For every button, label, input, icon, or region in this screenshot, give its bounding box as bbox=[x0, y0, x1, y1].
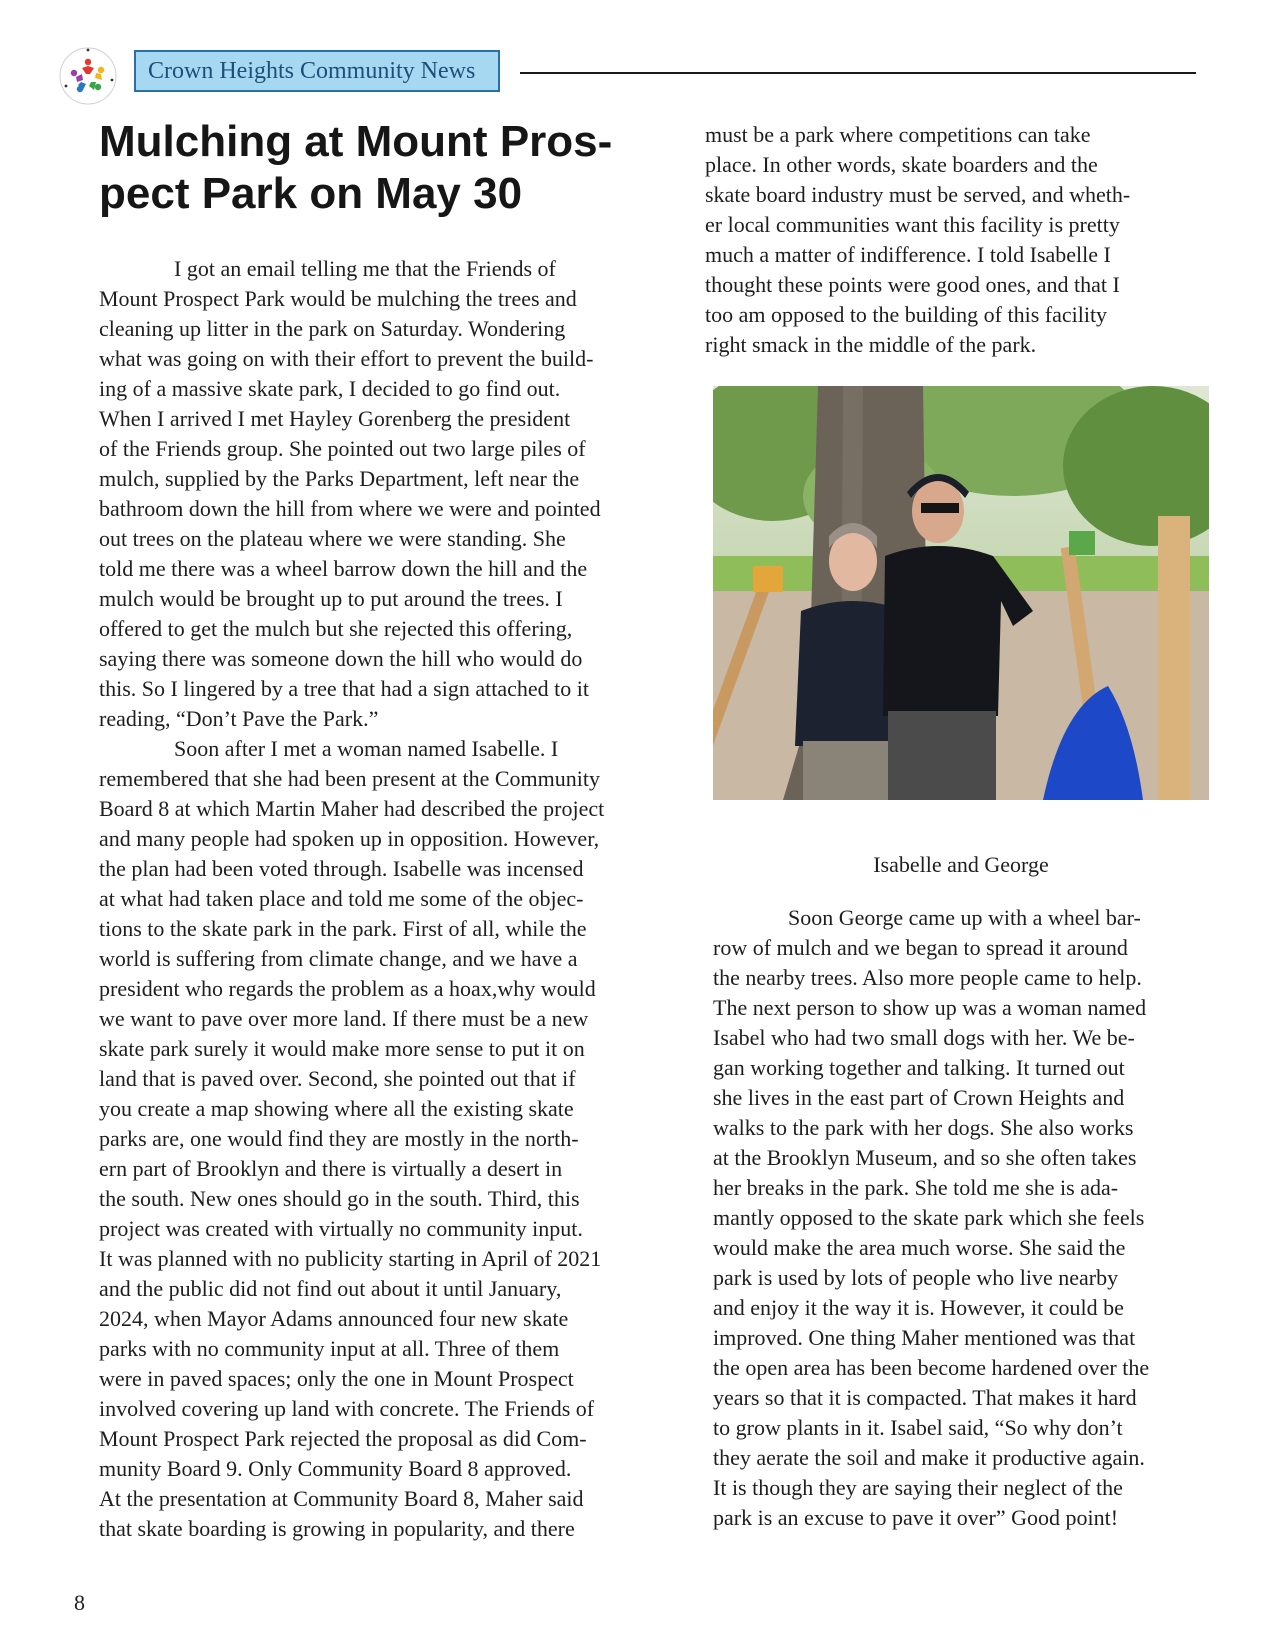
text-line: were in paved spaces; only the one in Mount Prospect bbox=[99, 1366, 574, 1391]
text-line: you create a map showing where all the existing skate bbox=[99, 1096, 574, 1121]
text-line: gan working together and talking. It turned out bbox=[713, 1055, 1125, 1080]
text-line: When I arrived I met Hayley Gorenberg the president bbox=[99, 406, 571, 431]
text-line: saying there was someone down the hill who would do bbox=[99, 646, 583, 671]
text-line: they aerate the soil and make it productive again. bbox=[713, 1445, 1145, 1470]
text-line: bathroom down the hill from where we were and pointed bbox=[99, 496, 601, 521]
text-line: the south. New ones should go in the south. Third, this bbox=[99, 1186, 580, 1211]
text-line: of the Friends group. She pointed out two large piles of bbox=[99, 436, 586, 461]
text-line: munity Board 9. Only Community Board 8 approved. bbox=[99, 1456, 572, 1481]
text-line: Soon George came up with a wheel bar- bbox=[788, 905, 1141, 930]
text-line: the plan had been voted through. Isabelle was incensed bbox=[99, 856, 584, 881]
text-line: this. So I lingered by a tree that had a sign attached to it bbox=[99, 676, 589, 701]
text-line: walks to the park with her dogs. She also works bbox=[713, 1115, 1134, 1140]
text-line: thought these points were good ones, and that I bbox=[705, 272, 1120, 297]
text-line: president who regards the problem as a hoax,why would bbox=[99, 976, 596, 1001]
article-paragraph bbox=[99, 254, 679, 734]
headline-line: pect Park on May 30 bbox=[99, 169, 523, 218]
article-headline bbox=[99, 116, 659, 220]
article-right-column-top bbox=[705, 120, 1205, 360]
text-line: Soon after I met a woman named Isabelle. I bbox=[174, 736, 559, 761]
text-line: It is though they are saying their neglect of the bbox=[713, 1475, 1123, 1500]
text-line: mantly opposed to the skate park which she feels bbox=[713, 1205, 1145, 1230]
text-line: parks with no community input at all. Three of them bbox=[99, 1336, 560, 1361]
text-line: er local communities want this facility is pretty bbox=[705, 212, 1120, 237]
text-line: Board 8 at which Martin Maher had described the project bbox=[99, 796, 605, 821]
text-line: out trees on the plateau where we were standing. She bbox=[99, 526, 566, 551]
text-line: her breaks in the park. She told me she is ada- bbox=[713, 1175, 1119, 1200]
article-paragraph bbox=[713, 903, 1213, 1533]
text-line: At the presentation at Community Board 8, Maher said bbox=[99, 1486, 584, 1511]
text-line: parks are, one would find they are mostly in the north- bbox=[99, 1126, 579, 1151]
text-line: reading, “Don’t Pave the Park.” bbox=[99, 706, 379, 731]
text-line: to grow plants in it. Isabel said, “So why don’t bbox=[713, 1415, 1123, 1440]
text-line: and the public did not find out about it until January, bbox=[99, 1276, 562, 1301]
article-paragraph bbox=[99, 734, 679, 1544]
text-line: 2024, when Mayor Adams announced four new skate bbox=[99, 1306, 569, 1331]
text-line: much a matter of indifference. I told Isabelle I bbox=[705, 242, 1111, 267]
headline-line: Mulching at Mount Pros- bbox=[99, 117, 613, 166]
article-right-column-bottom bbox=[713, 903, 1213, 1533]
text-line: would make the area much worse. She said the bbox=[713, 1235, 1126, 1260]
text-line: mulch would be brought up to put around the trees. I bbox=[99, 586, 563, 611]
text-line: ern part of Brooklyn and there is virtually a desert in bbox=[99, 1156, 563, 1181]
text-line: must be a park where competitions can take bbox=[705, 122, 1091, 147]
article-left-column bbox=[99, 254, 679, 1544]
text-line: told me there was a wheel barrow down the hill and the bbox=[99, 556, 588, 581]
text-line: The next person to show up was a woman named bbox=[713, 995, 1147, 1020]
page-number: 8 bbox=[74, 1590, 85, 1615]
text-line: mulch, supplied by the Parks Department, left near the bbox=[99, 466, 580, 491]
text-line: that skate boarding is growing in popularity, and there bbox=[99, 1516, 575, 1541]
text-line: the nearby trees. Also more people came to help. bbox=[713, 965, 1142, 990]
text-line: too am opposed to the building of this facility bbox=[705, 302, 1108, 327]
text-line: place. In other words, skate boarders and the bbox=[705, 152, 1098, 177]
text-line: project was created with virtually no community input. bbox=[99, 1216, 583, 1241]
text-line: involved covering up land with concrete. The Friends of bbox=[99, 1396, 595, 1421]
masthead-rule bbox=[520, 72, 1196, 74]
text-line: skate park surely it would make more sense to put it on bbox=[99, 1036, 585, 1061]
text-line: skate board industry must be served, and wheth- bbox=[705, 182, 1131, 207]
text-line: Mount Prospect Park would be mulching the trees and bbox=[99, 286, 577, 311]
text-line: land that is paved over. Second, she pointed out that if bbox=[99, 1066, 576, 1091]
text-line: offered to get the mulch but she rejected this offering, bbox=[99, 616, 573, 641]
text-line: the open area has been become hardened over the bbox=[713, 1355, 1150, 1380]
text-line: and many people had spoken up in opposition. However, bbox=[99, 826, 600, 851]
text-line: tions to the skate park in the park. First of all, while the bbox=[99, 916, 587, 941]
text-line: It was planned with no publicity starting in April of 2021 bbox=[99, 1246, 602, 1271]
text-line: at what had taken place and told me some of the objec- bbox=[99, 886, 584, 911]
text-line: right smack in the middle of the park. bbox=[705, 332, 1037, 357]
text-line: Isabel who had two small dogs with her. We be- bbox=[713, 1025, 1135, 1050]
text-line: and enjoy it the way it is. However, it could be bbox=[713, 1295, 1124, 1320]
text-line: improved. One thing Maher mentioned was that bbox=[713, 1325, 1136, 1350]
photo-caption: Isabelle and George bbox=[873, 852, 1049, 877]
text-line: cleaning up litter in the park on Saturday. Wondering bbox=[99, 316, 566, 341]
text-line: world is suffering from climate change, and we have a bbox=[99, 946, 578, 971]
text-line: we want to pave over more land. If there must be a new bbox=[99, 1006, 589, 1031]
text-line: remembered that she had been present at the Community bbox=[99, 766, 600, 791]
text-line: park is used by lots of people who live nearby bbox=[713, 1265, 1119, 1290]
text-line: ing of a massive skate park, I decided to go find out. bbox=[99, 376, 561, 401]
text-line: what was going on with their effort to prevent the build- bbox=[99, 346, 594, 371]
text-line: row of mulch and we began to spread it around bbox=[713, 935, 1128, 960]
text-line: I got an email telling me that the Friends of bbox=[174, 256, 556, 281]
newsletter-masthead: Crown Heights Community News bbox=[134, 50, 500, 92]
text-line: at the Brooklyn Museum, and so she often takes bbox=[713, 1145, 1137, 1170]
text-line: years so that it is compacted. That makes it hard bbox=[713, 1385, 1137, 1410]
text-line: park is an excuse to pave it over” Good point! bbox=[713, 1505, 1119, 1530]
text-line: she lives in the east part of Crown Heights and bbox=[713, 1085, 1125, 1110]
photo-isabelle-and-george bbox=[713, 386, 1209, 800]
community-organization-logo bbox=[58, 46, 118, 106]
article-paragraph bbox=[705, 120, 1205, 360]
text-line: Mount Prospect Park rejected the proposal as did Com- bbox=[99, 1426, 587, 1451]
